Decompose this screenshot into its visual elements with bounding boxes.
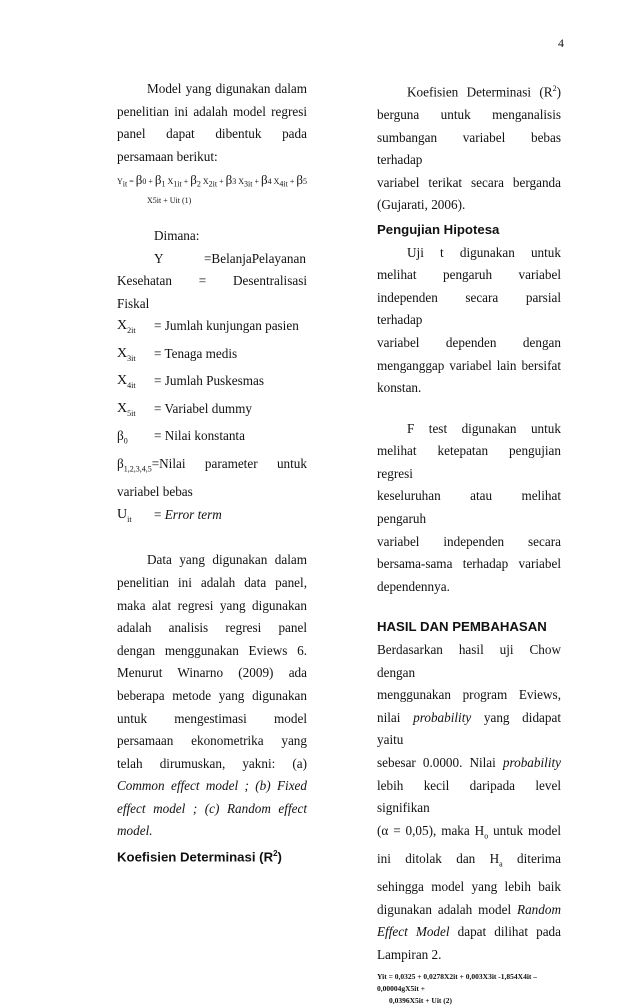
hasil-line: Berdasarkan hasil uji Chow dengan: [377, 642, 561, 680]
hasil-line: digunakan adalah model Random: [377, 901, 561, 917]
page-number: 4: [558, 36, 564, 50]
data-paragraph-line: beberapa metode yang digunakan: [117, 687, 307, 703]
hasil-line: Lampiran 2.: [377, 947, 442, 963]
data-paragraph-line: dengan menggunakan Eviews 6.: [117, 642, 307, 658]
kd-paragraph-line: Koefisien Determinasi $(R^2)$: [407, 84, 561, 100]
hasil-line: ini ditolak dan $H_a$ diterima: [377, 851, 561, 869]
var-y-cont-2: Fiskal: [117, 295, 150, 311]
equation-2-cont: 0,0396X5it + Uit (2): [389, 995, 453, 1005]
var-row: $X_{3it}$ = Tenaga medis: [117, 345, 238, 363]
var-y-row: [117, 248, 307, 271]
data-paragraph-line: Data yang digunakan dalam: [147, 552, 307, 568]
hasil-line: sebesar 0.0000. Nilai probability: [377, 755, 561, 771]
var-y-name: Y: [154, 250, 164, 266]
f-test-line: melihat ketepatan pengujian regresi: [377, 443, 561, 481]
uji-t-line: variabel dependen dengan: [377, 334, 561, 350]
equation-2: Yit = 0,0325 + 0,0278X2it + 0,003X3it -1,854X4it – 0,00004gX5it +: [377, 971, 538, 993]
data-paragraph-line: adalah analisis regresi panel: [117, 620, 307, 636]
heading-koefisien-determinasi: Koefisien Determinasi $(R^2)$: [117, 849, 282, 865]
model-paragraph-line: panel dapat dibentuk pada: [117, 126, 307, 142]
model-paragraph-line: persamaan berikut:: [117, 148, 218, 164]
f-test-line: variabel independen secara: [377, 533, 561, 549]
data-paragraph-line: effect model ; (c) Random effect: [117, 800, 307, 816]
model-paragraph-line: penelitian ini adalah model regresi: [117, 103, 307, 119]
data-paragraph-line: persamaan ekonometrika yang: [117, 733, 307, 749]
var-row: $X_{5it}$ = Variabel dummy: [117, 400, 253, 418]
dimana-label: Dimana:: [154, 227, 200, 243]
f-test-line: bersama-sama terhadap variabel: [377, 556, 561, 572]
hasil-line: Effect Model dapat dilihat pada: [377, 924, 561, 940]
uji-t-line: melihat pengaruh variabel: [377, 267, 561, 283]
right-column: [377, 78, 561, 1007]
var-y-cont: Kesehatan = Desentralisasi: [117, 273, 307, 289]
f-test-line: dependennya.: [377, 578, 450, 594]
kd-paragraph-line: sumbangan variabel bebas terhadap: [377, 129, 561, 168]
left-column: [117, 78, 307, 869]
kd-paragraph-line: (Gujarati, 2006).: [377, 197, 466, 213]
heading-pengujian-hipotesa: Pengujian Hipotesa: [377, 221, 500, 237]
data-paragraph-line: model.: [117, 823, 153, 839]
kd-paragraph-line: variabel terikat secara berganda: [377, 174, 561, 190]
data-paragraph-line: penelitian ini adalah data panel,: [117, 574, 307, 590]
hasil-line: sehingga model yang lebih baik: [377, 879, 561, 895]
var-beta-cont: variabel bebas: [117, 484, 193, 500]
var-beta-row: $\beta_{1,2,3,4,5}=Nilai$ parameter untuk: [117, 456, 307, 474]
data-paragraph-line: telah dirumuskan, yakni: (a): [117, 755, 307, 771]
var-row: $\beta_0$ = Nilai konstanta: [117, 427, 245, 446]
f-test-line: keseluruhan atau melihat pengaruh: [377, 488, 561, 527]
hasil-line: menggunakan program Eviews,: [377, 687, 561, 703]
equation-1: $Y_{it} = \beta 0 + \beta_1$ $X_{1it} + \beta_2$ $X_{2it} + \beta 3$ $X_{3it} + \beta 4$ $X_{4it} + \beta 5$: [117, 172, 308, 189]
hasil-line: (α = 0,05), maka $H_o$ untuk model: [377, 822, 561, 841]
uji-t-line: Uji t digunakan untuk: [407, 244, 561, 260]
var-row: $X_{2it}$ = Jumlah kunjungan pasien: [117, 318, 299, 336]
data-paragraph-line: Menurut Winarno (2009) ada: [117, 665, 307, 681]
data-paragraph-line: untuk mengestimasi model: [117, 710, 307, 726]
var-u-row: $U_{it}$ = Error term: [117, 506, 222, 524]
uji-t-line: konstan.: [377, 380, 422, 396]
heading-hasil-pembahasan: HASIL DAN PEMBAHASAN: [377, 619, 547, 635]
var-row: $X_{4it}$ = Jumlah Puskesmas: [117, 373, 265, 390]
data-paragraph-line: Common effect model ; (b) Fixed: [117, 778, 307, 794]
hasil-line: nilai probability yang didapat yaitu: [377, 709, 561, 748]
model-paragraph-line: Model yang digunakan dalam: [147, 81, 307, 96]
data-paragraph-line: maka alat regresi yang digunakan: [117, 597, 307, 613]
var-y-def: =BelanjaPelayanan: [204, 250, 306, 266]
uji-t-line: menganggap variabel lain bersifat: [377, 357, 561, 373]
uji-t-line: independen secara parsial terhadap: [377, 289, 561, 328]
equation-1-cont: X5it + Uit (1): [147, 195, 192, 205]
f-test-line: F test digunakan untuk: [407, 420, 561, 436]
kd-paragraph-line: berguna untuk menganalisis: [377, 106, 561, 122]
hasil-line: lebih kecil daripada level signifikan: [377, 777, 561, 816]
